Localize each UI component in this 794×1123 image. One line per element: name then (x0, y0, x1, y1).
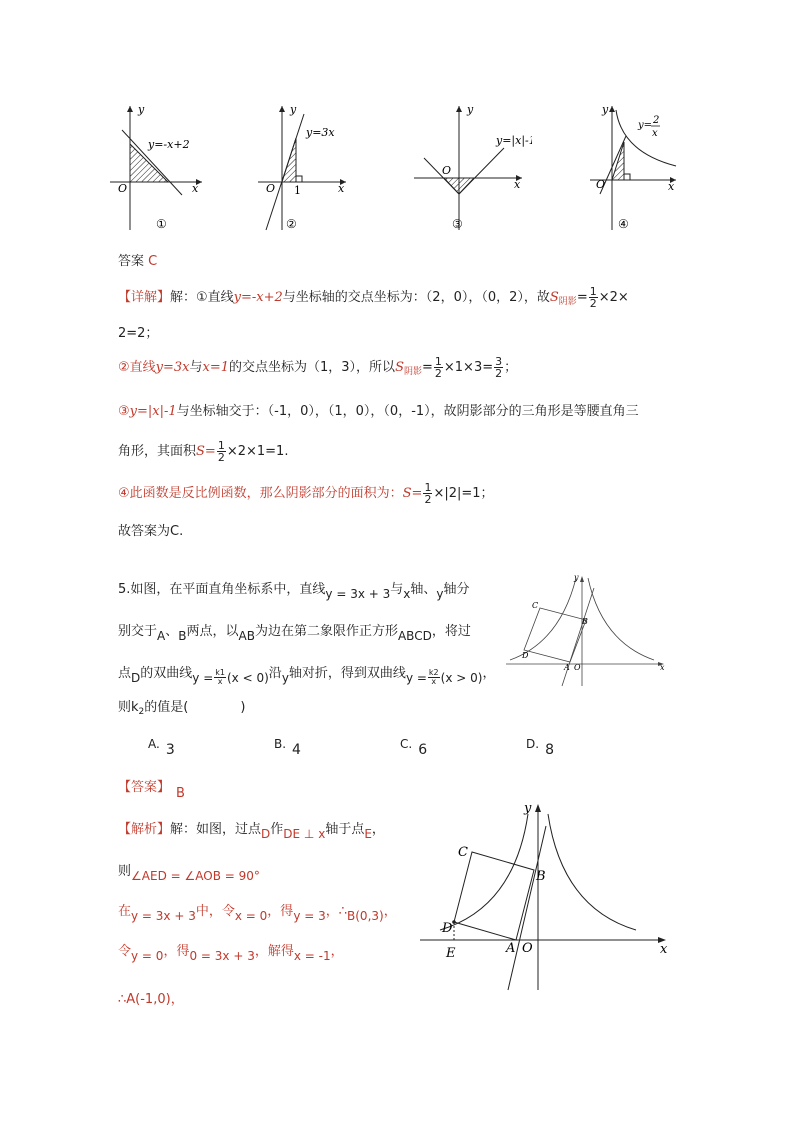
explain-line-1: 【详解】解：①直线y=-x+2与坐标轴的交点坐标为：（2，0），（0，2），故$S_{阴影}=$ $\frac{1}{2}$ ×2× (118, 285, 629, 310)
analysis-line-2: 则∠AED = ∠AOB = 90° (118, 864, 260, 883)
svg-text:x: x (338, 182, 345, 195)
explain-line-2: 2=2； (118, 326, 159, 341)
analysis-line-5: ∴A(-1,0)， (118, 992, 184, 1007)
tick-label: 1 (294, 184, 301, 197)
svg-text:x: x (652, 128, 658, 139)
svg-text:y=3x: y=3x (306, 126, 335, 139)
svg-text:O: O (266, 182, 276, 195)
figure-number: ① (156, 217, 167, 231)
svg-text:x: x (660, 663, 665, 672)
svg-text:y: y (524, 801, 532, 816)
svg-text:O: O (442, 164, 452, 177)
svg-text:O: O (596, 178, 606, 191)
svg-text:y: y (290, 103, 297, 116)
svg-text:y: y (467, 103, 474, 116)
svg-text:y=|x|-1: y=|x|-1 (496, 134, 532, 147)
analysis-line-4: 令y = 0，得0 = 3x + 3，解得x = -1， (118, 944, 344, 963)
svg-text:y: y (602, 103, 609, 116)
svg-text:④: ④ (618, 217, 629, 231)
svg-text:③: ③ (452, 217, 463, 231)
svg-text:E: E (446, 946, 456, 961)
q5-line-2: 别交于A、B两点，以AB为边在第二象限作正方形ABCD，将过 (118, 624, 471, 643)
svg-text:D: D (442, 921, 453, 936)
svg-text:x: x (514, 178, 521, 191)
svg-text:O: O (522, 941, 533, 956)
analysis-figure (410, 790, 680, 1000)
y-axis-label: y (138, 103, 145, 116)
svg-text:B: B (582, 617, 588, 626)
figure-2 (258, 100, 358, 240)
option-d[interactable]: D. 8 (526, 737, 554, 758)
svg-text:D: D (522, 651, 529, 660)
x-axis-label: x (192, 182, 199, 195)
svg-text:2: 2 (653, 115, 660, 126)
svg-text:②: ② (286, 217, 297, 231)
explain-line-5: 角形，其面积S= $\frac{1}{2}$ ×2×1=1. (118, 439, 289, 464)
explain-line-7: 故答案为C. (118, 524, 184, 539)
svg-text:C: C (458, 845, 468, 860)
svg-text:B: B (536, 869, 546, 884)
svg-text:C: C (532, 601, 539, 610)
q5-figure (500, 568, 670, 690)
svg-text:A: A (564, 663, 570, 672)
svg-text:y=: y= (638, 120, 653, 131)
explain-line-3: ②直线y=3x与x=1的交点坐标为（1，3），所以$S_{阴影}=$ $\frac{1}{2}$ ×1×3= $\frac{3}{2}$ ； (118, 355, 518, 380)
figure-1 (110, 100, 210, 240)
svg-text:y: y (574, 573, 579, 582)
answer-line (118, 250, 157, 269)
fn-label: y=-x+2 (148, 138, 190, 151)
svg-text:x: x (660, 942, 668, 957)
option-b[interactable]: B. 4 (274, 737, 301, 758)
analysis-line-3: 在y = 3x + 3中，令x = 0，得y = 3，∴B(0,3)， (118, 904, 397, 923)
q5-line-3: 点D的双曲线y = $\frac{k1}{x}$ (x < 0)沿y轴对折，得到双曲线y = $\frac{k2}{x}$ (x > 0)， (118, 666, 496, 686)
answer2-line: 【答案】 (118, 780, 171, 795)
svg-text:O: O (574, 663, 581, 672)
explain-line-6: ④此函数是反比例函数，那么阴影部分的面积为：S= $\frac{1}{2}$ ×|2|=1； (118, 481, 494, 506)
origin-label: O (118, 182, 128, 195)
q5-line-4: 则$k_2$的值是( ) (118, 700, 246, 717)
answer2-value: B (176, 786, 185, 801)
figure-3 (412, 100, 532, 240)
answer-value: C (148, 254, 158, 269)
explain-line-4: ③y=|x|-1与坐标轴交于：（-1，0），（1，0），（0，-1），故阴影部分的三角形是等腰直角三 (118, 404, 639, 419)
svg-text:x: x (668, 180, 675, 193)
svg-text:A: A (506, 941, 516, 956)
q5-line-1: 5.如图，在平面直角坐标系中，直线y = 3x + 3与x轴、y轴分 (118, 582, 470, 601)
analysis-line-1: 【解析】解：如图，过点D作DE ⊥ x轴于点E， (118, 822, 385, 841)
answer-label: 答案 (118, 254, 145, 269)
figure-4 (590, 100, 690, 240)
option-a[interactable]: A. 3 (148, 737, 175, 758)
option-c[interactable]: C. 6 (400, 737, 428, 758)
